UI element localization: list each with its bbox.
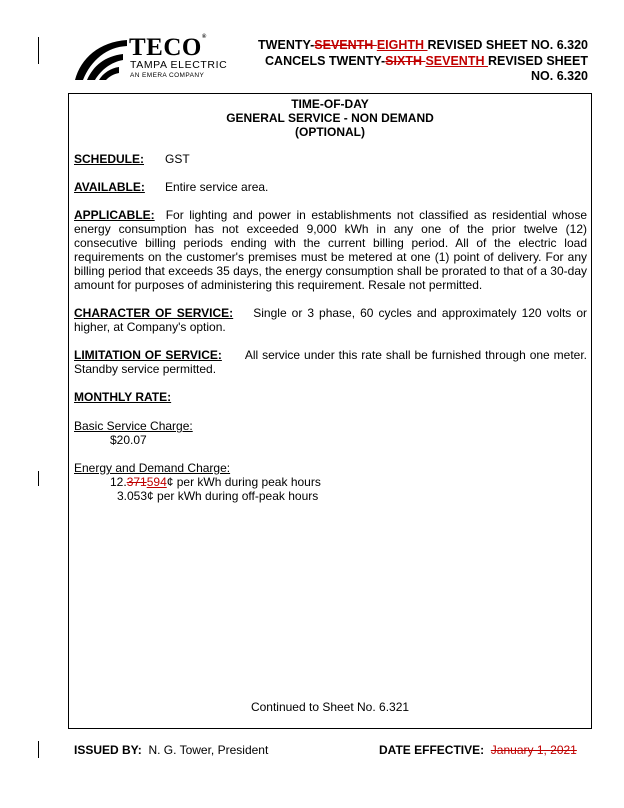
- offpeak-rate: 3.053¢ per kWh during off-peak hours: [117, 489, 319, 503]
- applicable-text: For lighting and power in establishments not classified as residential whose energy consumption has not exceeded 9,000 kWh in any one of the prior twelve (12) consecutive billing periods ending with the current billing period. All of the electric load requirements on the customer's premises must be metered at one (1) point of delivery. For any billing period that exceeds 35 days, the energy consumption shall be prorated to that of a 30-day amount for purposes of administering this requirement. Resale not permitted.: [74, 208, 588, 292]
- character-label: CHARACTER OF SERVICE:: [74, 306, 234, 320]
- character-paragraph: [74, 306, 587, 334]
- available-row: [74, 180, 145, 194]
- applicable-label: APPLICABLE:: [74, 208, 155, 222]
- issued-label: ISSUED BY:: [74, 743, 142, 757]
- date-value: January 1, 2021: [490, 743, 577, 757]
- title-line-3: (OPTIONAL): [295, 125, 365, 139]
- issued-by: [74, 743, 268, 757]
- deleted-text: SIXTH: [385, 53, 426, 68]
- tariff-box: [68, 93, 592, 729]
- limitation-label: LIMITATION OF SERVICE:: [74, 348, 222, 362]
- inserted-text: 594: [146, 475, 167, 489]
- date-label: DATE EFFECTIVE:: [379, 743, 485, 757]
- issued-value: N. G. Tower, President: [148, 743, 269, 757]
- revision-bar: [38, 741, 39, 758]
- limitation-paragraph: [74, 348, 587, 376]
- character-text: Single or 3 phase, 60 cycles and approximately 120 volts or higher, at Company's option.: [74, 306, 587, 334]
- revision-bar: [38, 37, 39, 64]
- logo-name: TAMPA ELECTRIC: [130, 59, 228, 71]
- monthly-rate-heading: MONTHLY RATE:: [74, 390, 172, 404]
- inserted-text: EIGHTH: [376, 38, 428, 52]
- limitation-text: All service under this rate shall be furnished through one meter. Standby service permitted.: [74, 348, 588, 376]
- basic-charge-label: Basic Service Charge:: [74, 419, 193, 433]
- peak-rate: 12.371594¢ per kWh during peak hours: [110, 475, 321, 489]
- logo-tagline: AN EMERA COMPANY: [130, 72, 205, 79]
- applicable-paragraph: [74, 208, 587, 292]
- sheet-line-3: NO. 6.320: [531, 69, 588, 83]
- teco-logo: [73, 36, 248, 84]
- available-value: Entire service area.: [165, 180, 269, 194]
- schedule-label: SCHEDULE:: [74, 152, 145, 166]
- sheet-line-2: CANCELS TWENTY-SIXTH SEVENTH REVISED SHEET: [265, 53, 588, 68]
- continued-note: Continued to Sheet No. 6.321: [250, 700, 410, 714]
- schedule-row: [74, 152, 144, 166]
- date-effective: [379, 743, 577, 757]
- sheet-line-1: TWENTY-SEVENTH EIGHTH REVISED SHEET NO. 6.320: [258, 38, 588, 52]
- deleted-text: 371: [126, 475, 147, 489]
- basic-charge-value: $20.07: [110, 433, 147, 447]
- available-label: AVAILABLE:: [74, 180, 145, 194]
- title-line-2: GENERAL SERVICE - NON DEMAND: [226, 111, 434, 125]
- inserted-text: SEVENTH: [425, 53, 488, 68]
- sheet-number-header: [248, 38, 588, 85]
- deleted-text: SEVENTH: [314, 38, 377, 52]
- logo-brand: TECO®: [129, 34, 207, 61]
- revision-bar: [38, 471, 39, 486]
- teco-swoosh-icon: [73, 36, 129, 82]
- schedule-value: GST: [165, 152, 190, 166]
- energy-charge-label: Energy and Demand Charge:: [74, 461, 231, 475]
- title-line-1: TIME-OF-DAY: [291, 97, 369, 111]
